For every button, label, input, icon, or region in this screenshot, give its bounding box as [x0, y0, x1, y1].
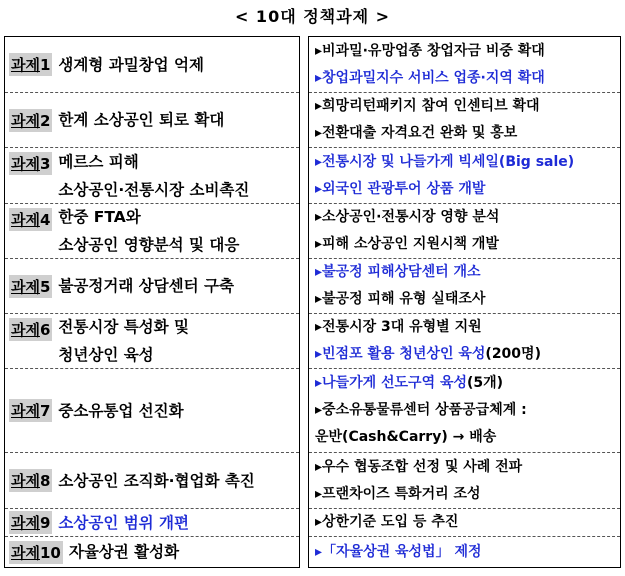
detail-item: ▸불공정 피해상담센터 개소: [315, 264, 481, 280]
task-title: 생계형 과밀창업 억제: [58, 55, 204, 74]
detail-item: ▸희망리턴패키지 참여 인센티브 확대: [315, 98, 540, 114]
detail-item: ▸외국인 관광투어 상품 개발: [315, 180, 486, 197]
task-row-10: [5, 536, 299, 567]
detail-row-5: [309, 258, 620, 313]
task-row-6: [5, 313, 299, 368]
detail-item: ▸불공정 피해 유형 실태조사: [315, 291, 486, 307]
detail-item: ▸비과밀·유망업종 창업자금 비중 확대: [315, 42, 545, 59]
detail-row-6: [309, 313, 620, 368]
task-title-line2: 청년상인 육성: [58, 346, 154, 364]
task-title: 전통시장 특성화 및: [58, 318, 189, 336]
task-title: 메르스 피해: [58, 152, 139, 171]
detail-item: 운반(Cash&Carry) → 배송: [315, 429, 497, 445]
detail-item: ▸전환대출 자격요건 완화 및 홍보: [315, 125, 518, 141]
task-title: 자율상권 활성화: [68, 543, 180, 561]
task-tag: 과제8: [9, 469, 52, 492]
task-title-line2: 소상공인 영향분석 및 대응: [58, 236, 240, 254]
task-title: 소상공인 조직화·협업화 촉진: [58, 471, 255, 490]
page-title: < 10대 정책과제 >: [234, 7, 391, 26]
task-tag: 과제9: [9, 511, 52, 534]
task-title: 한중 FTA와: [58, 208, 141, 226]
task-row-2: [5, 92, 299, 147]
task-row-4: [5, 203, 299, 258]
detail-item: ▸전통시장 및 나들가게 빅세일(Big sale): [315, 153, 575, 170]
task-title: 불공정거래 상담센터 구축: [58, 277, 234, 295]
task-title: 중소유통업 선진화: [58, 401, 184, 420]
task-title-column: [4, 36, 300, 568]
task-row-8: [5, 452, 299, 508]
task-row-1: [5, 37, 299, 92]
detail-row-3: [309, 147, 620, 203]
detail-row-4: [309, 203, 620, 258]
detail-item: ▸상한기준 도입 등 추진: [315, 514, 459, 530]
task-row-3: [5, 147, 299, 203]
task-tag: 과제3: [9, 152, 52, 175]
task-tag: 과제4: [9, 208, 52, 231]
detail-item: ▸창업과밀지수 서비스 업종·지역 확대: [315, 69, 545, 86]
task-tag: 과제5: [9, 275, 52, 298]
detail-row-8: [309, 452, 620, 508]
task-detail-column: [308, 36, 621, 568]
task-tag: 과제10: [9, 541, 63, 564]
task-row-5: [5, 258, 299, 313]
detail-item: ▸프랜차이즈 특화거리 조성: [315, 485, 481, 502]
task-tag: 과제7: [9, 399, 52, 422]
detail-row-1: [309, 37, 620, 92]
detail-item: ▸중소유통물류센터 상품공급체계 :: [315, 402, 527, 418]
task-title: 소상공인 범위 개편: [58, 513, 189, 532]
detail-item: ▸나들가게 선도구역 육성(5개): [315, 375, 504, 391]
detail-item: ▸피해 소상공인 지원시책 개발: [315, 236, 499, 252]
task-tag: 과제6: [9, 318, 52, 341]
detail-item: ▸빈점포 활용 청년상인 육성(200명): [315, 346, 541, 362]
detail-row-7: [309, 368, 620, 452]
detail-row-9: [309, 508, 620, 536]
detail-item: ▸소상공인·전통시장 영향 분석: [315, 209, 500, 225]
task-title-line2: 소상공인·전통시장 소비촉진: [58, 180, 250, 199]
detail-item: ▸「자율상권 육성법」 제정: [315, 543, 482, 560]
detail-row-2: [309, 92, 620, 147]
task-title: 한계 소상공인 퇴로 확대: [58, 111, 225, 129]
detail-row-10: [309, 536, 620, 567]
task-row-7: [5, 368, 299, 452]
task-tag: 과제1: [9, 53, 52, 76]
task-tag: 과제2: [9, 109, 52, 132]
detail-item: ▸우수 협동조합 선정 및 사례 전파: [315, 458, 523, 475]
task-row-9: [5, 508, 299, 536]
detail-item: ▸전통시장 3대 유형별 지원: [315, 319, 482, 335]
